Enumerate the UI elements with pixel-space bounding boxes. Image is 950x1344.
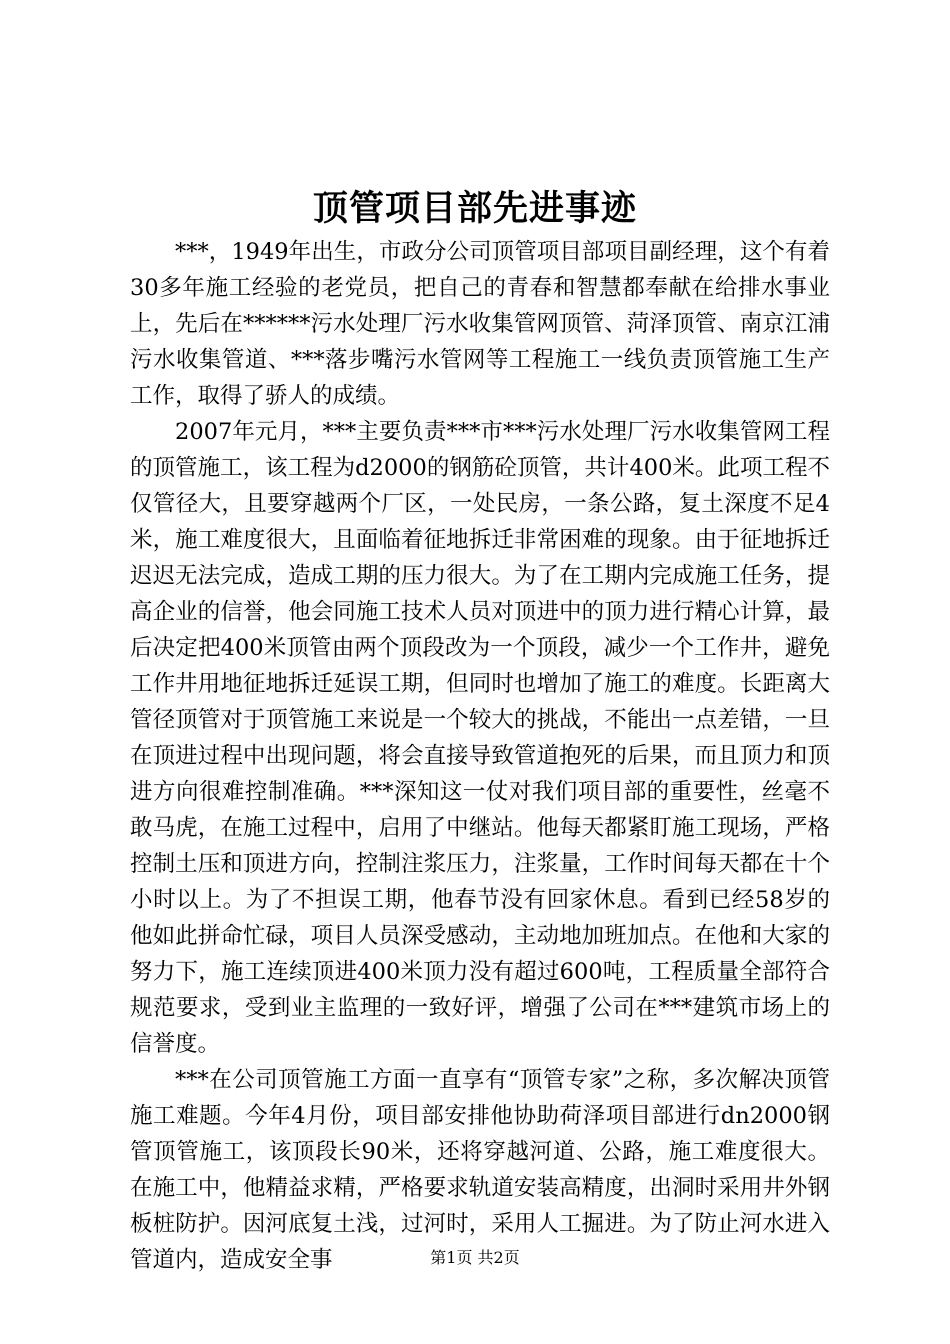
- document-body: [130, 234, 830, 1278]
- document-title: 顶管项目部先进事迹: [312, 188, 637, 229]
- paragraph-3: ***在公司顶管施工方面一直享有“顶管专家”之称，多次解决顶管施工难题。今年4月份，项目部安排他协助荷泽项目部进行dn2000钢管顶管施工，该顶段长90米，还将穿越河道、公路，施工难度很大。在施工中，他精益求精，严格要求轨道安装高精度，出洞时采用井外钢板桩防护。因河底复土浅，过河时，采用人工掘进。为了防止河水进入管道内，造成安全事: [130, 1067, 830, 1273]
- paragraph-2: 2007年元月，***主要负责***市***污水处理厂污水收集管网工程的顶管施工，该工程为d2000的钢筋砼顶管，共计400米。此项工程不仅管径大，且要穿越两个厂区，一处民房，一条公路，复土深度不足4米，施工难度很大，且面临着征地拆迁非常困难的现象。由于征地拆迁迟迟无法完成，造成工期的压力很大。为了在工期内完成施工任务，提高企业的信誉，他会同施工技术人员对顶进中的顶力进行精心计算，最后决定把400米顶管由两个顶段改为一个顶段，减少一个工作井，避免工作井用地征地拆迁延误工期，但同时也增加了施工的难度。长距离大管径顶管对于顶管施工来说是一个较大的挑战，不能出一点差错，一旦在顶进过程中出现问题，将会直接导致管道抱死的后果，而且顶力和顶进方向很难控制准确。***深知这一仗对我们项目部的重要性，丝毫不敢马虎，在施工过程中，启用了中继站。他每天都紧盯施工现场，严格控制土压和顶进方向，控制注浆压力，注浆量，工作时间每天都在十个小时以上。为了不担误工期，他春节没有回家休息。看到已经58岁的他如此拼命忙碌，项目人员深受感动，主动地加班加点。在他和大家的努力下，施工连续顶进400米顶力没有超过600吨，工程质量全部符合规范要求，受到业主监理的一致好评，增强了公司在***建筑市场上的信誉度。: [130, 419, 830, 1057]
- paragraph-1: ***，1949年出生，市政分公司顶管项目部项目副经理，这个有着30多年施工经验的老党员，把自己的青春和智慧都奉献在给排水事业上，先后在******污水处理厂污水收集管网顶管、菏泽顶管、南京江浦污水收集管道、***落步嘴污水管网等工程施工一线负责顶管施工生产工作，取得了骄人的成绩。: [130, 239, 830, 409]
- page-footer: 第1页 共2页: [430, 1248, 520, 1267]
